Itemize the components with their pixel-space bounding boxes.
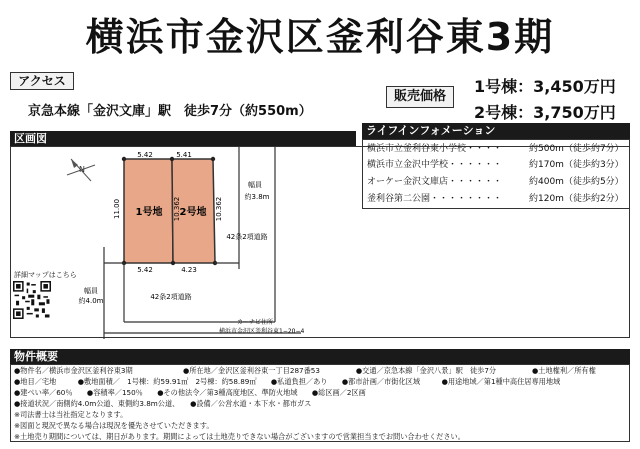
road-south-type: 42条2項道路 — [150, 293, 192, 301]
site-plan-drawing — [11, 147, 631, 339]
overview-header: 物件概要 — [10, 349, 630, 364]
lifeinfo-distance: 約400m（徒歩約5分） — [529, 177, 624, 187]
lifeinfo-header: ライフインフォメーション — [362, 123, 630, 139]
site-plan — [10, 146, 630, 338]
qr-code-icon[interactable] — [13, 281, 51, 319]
dim-bottom-1: 5.42 — [137, 266, 153, 274]
overview-line: ●接道状況／南側約4.0m公道、東側約3.8m公道、 ●設備／公営水道・本下水・都市ガス — [14, 399, 312, 408]
dim-top-2: 5.41 — [176, 151, 192, 159]
lifeinfo-name: 釜利谷第二公園・・・・・・・・ — [367, 194, 503, 204]
site-plan-header: 区画図 — [10, 131, 356, 146]
price-lot1: 1号棟：3,450万円 — [474, 77, 616, 96]
road-east-width-2: 約3.8m — [244, 193, 270, 201]
access-label: アクセス — [10, 72, 74, 90]
lifeinfo-distance: 約170m（徒歩約3分） — [529, 160, 624, 170]
navi-address: 横浜市金沢区釜利谷東1−20−4 — [219, 328, 305, 335]
dim-top-1: 5.42 — [137, 151, 153, 159]
lot-2-label: 2号地 — [179, 207, 207, 218]
overview-line: ●物件名／横浜市金沢区釜利谷東3期 ●所在地／金沢区釜利谷東一丁目287番53 ●交通／京急本線「金沢八景」駅 徒歩7分 ●土地権利／所有権 — [14, 366, 596, 375]
overview-line: ※図面と現況で異なる場合は現況を優先させていただきます。 — [14, 421, 214, 430]
map-caption: 詳細マップはこちら — [14, 271, 77, 279]
lifeinfo-distance: 約500m（徒歩約7分） — [529, 144, 624, 154]
north-arrow-icon — [67, 159, 95, 181]
lifeinfo-distance: 約120m（徒歩約2分） — [529, 194, 624, 204]
north-label: N — [79, 165, 85, 174]
road-south-width-1: 幅員 — [84, 287, 98, 295]
price-lot2: 2号棟：3,750万円 — [474, 103, 616, 122]
dim-mid: 10.362 — [173, 196, 181, 222]
page-title: 横浜市金沢区釜利谷東3期 — [85, 15, 555, 59]
lifeinfo-name: 横浜市立金沢中学校・・・・・・ — [367, 160, 503, 170]
overview-line: ※土地売り期間については、期日があります。期間によっては土地売りできない場合がございますので営業担当までお問い合わせください。 — [14, 432, 465, 441]
lot-1-label: 1号地 — [135, 207, 163, 218]
dim-left: 11.00 — [113, 198, 121, 220]
overview-body — [10, 364, 630, 442]
station-info: 京急本線「金沢文庫」駅 徒歩7分（約550m） — [28, 104, 312, 119]
lifeinfo-name: 横浜市立釜利谷東小学校・・・・ — [367, 144, 503, 154]
price-label: 販売価格 — [386, 86, 454, 108]
lifeinfo-name: オーケー金沢文庫店・・・・・・ — [367, 177, 503, 187]
road-east-width-1: 幅員 — [248, 181, 262, 189]
road-south-width-2: 約4.0m — [78, 297, 104, 305]
navi-label: カーナビ住所 — [237, 319, 274, 326]
dim-bottom-2: 4.23 — [181, 266, 197, 274]
road-east-type: 42条2項道路 — [226, 233, 268, 241]
dim-right: 10.362 — [215, 196, 223, 222]
overview-line: ●建ぺい率／60％ ●容積率／150％ ●その他法令／第3種高度地区、準防火地域 ●総区画／2区画 — [14, 388, 366, 397]
overview-line: ※司法書士は当社指定となります。 — [14, 410, 128, 419]
overview-line: ●地目／宅地 ●敷地面積／ 1号棟：約59.91㎡ 2号棟：約58.89㎡ ●私道負担／あり ●都市計画／市街化区域 ●用途地域／第1種中高住居専用地域 — [14, 377, 561, 386]
